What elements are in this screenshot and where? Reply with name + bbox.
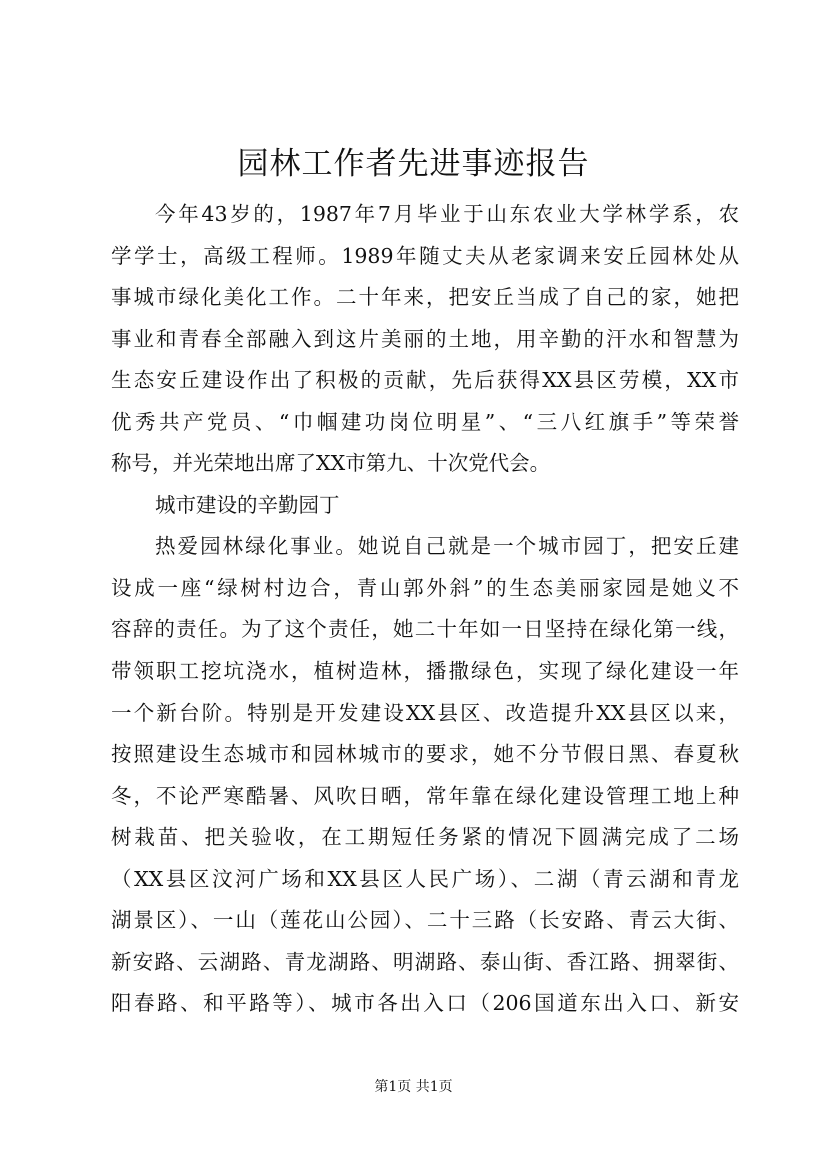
paragraph-line: 湖景区）、一山（莲花山公园）、二十三路（长安路、青云大街、	[111, 908, 739, 933]
paragraph-line: 新安路、云湖路、青龙湖路、明湖路、泰山街、香江路、拥翠街、	[111, 949, 739, 974]
paragraph-line: 学学士，高级工程师。1989年随丈夫从老家调来安丘园林处从	[111, 243, 739, 268]
paragraph-line: 按照建设生态城市和园林城市的要求，她不分节假日黑、春夏秋	[111, 742, 739, 767]
document-body	[111, 194, 739, 1025]
paragraph-line: 今年43岁的，1987年7月毕业于山东农业大学林学系，农	[155, 202, 739, 226]
paragraph-line: 设成一座“绿树村边合，青山郭外斜”的生态美丽家园是她义不	[111, 575, 739, 600]
paragraph-line: 热爱园林绿化事业。她说自己就是一个城市园丁，把安丘建	[155, 534, 739, 559]
paragraph-line: 事业和青春全部融入到这片美丽的土地，用辛勤的汗水和智慧为	[111, 326, 739, 351]
paragraph-line: 冬，不论严寒酷暑、风吹日晒，常年靠在绿化建设管理工地上种	[111, 783, 739, 808]
paragraph-line: 称号，并光荣地出席了XX市第九、十次党代会。	[111, 451, 551, 476]
document-title: 园林工作者先进事迹报告	[237, 146, 590, 182]
paragraph-line: 优秀共产党员、“巾帼建功岗位明星”、“三八红旗手”等荣誉	[111, 409, 739, 434]
paragraph-line: 带领职工挖坑浇水，植树造林，播撒绿色，实现了绿化建设一年	[111, 659, 739, 684]
paragraph-line: 容辞的责任。为了这个责任，她二十年如一日坚持在绿化第一线，	[111, 617, 739, 642]
paragraph-line: 生态安丘建设作出了积极的贡献，先后获得XX县区劳模，XX市	[111, 368, 739, 393]
section-heading: 城市建设的辛勤园丁	[155, 492, 340, 517]
paragraph-line: 阳春路、和平路等）、城市各出入口（206国道东出入口、新安	[111, 991, 739, 1016]
paragraph-line: 事城市绿化美化工作。二十年来，把安丘当成了自己的家，她把	[111, 285, 739, 310]
paragraph-line: 一个新台阶。特别是开发建设XX县区、改造提升XX县区以来，	[111, 700, 739, 725]
page-number-footer: 第1页 共1页	[374, 1079, 453, 1095]
paragraph-line: （XX县区汶河广场和XX县区人民广场）、二湖（青云湖和青龙	[111, 866, 739, 891]
paragraph-line: 树栽苗、把关验收，在工期短任务紧的情况下圆满完成了二场	[111, 825, 739, 850]
